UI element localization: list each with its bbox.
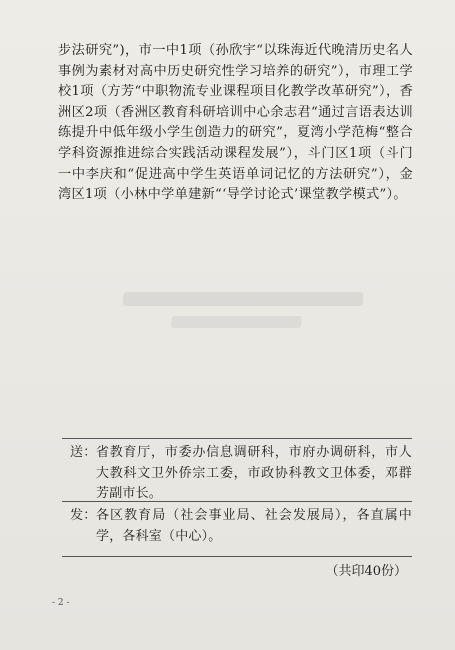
cc-recipients: 省教育厅，市委办信息调研科，市府办调研科，市人大教科文卫外侨宗工委，市政协科教文卫体委，邓群芳副市长。	[96, 445, 412, 502]
divider-top	[62, 438, 412, 439]
body-paragraph: 步法研究”)，市一中1项（孙欣宇“以珠海近代晚清历史名人事例为素材对高中历史研究性学习培养的研究”），市理工学校1项（方芳“中职物流专业课程项目化教学改革研究”），香洲区2项（香洲区教育科研培训中心余志君“通过言语表达训练提升中低年级小学生创造力的研究”，夏湾小学范梅“整合学科资源推进综合实践活动课程发展”），斗门区1项（斗门一中李庆和“促进高中学生英语单词记忆的方法研究”），金湾区1项（小林中学单建新“‘导学讨论式’课堂教学模式”）。	[58, 43, 413, 203]
stamp-icon	[90, 286, 394, 342]
issue-label: 发：	[70, 508, 97, 523]
cc-label: 送：	[70, 445, 97, 460]
faded-stamp-watermark	[90, 286, 394, 342]
issue-recipients: 各区教育局（社会事业局、社会发展局），各直属中学，各科室（中心）。	[96, 508, 412, 544]
page-number: - 2 -	[52, 598, 70, 608]
body-paragraph-block	[58, 41, 413, 206]
print-copies: （共印40份）	[325, 564, 407, 579]
divider-bottom	[62, 556, 412, 557]
divider-middle	[62, 501, 412, 502]
